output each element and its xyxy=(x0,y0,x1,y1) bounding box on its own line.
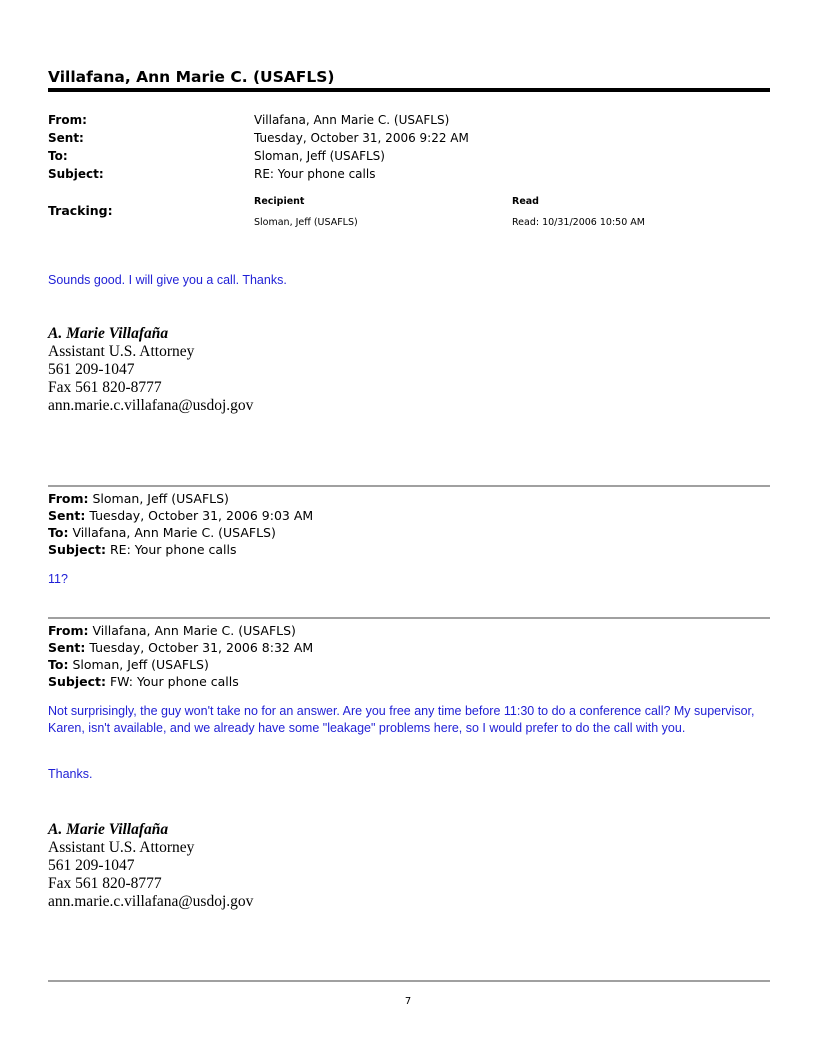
quoted-header xyxy=(48,622,313,690)
tracking-label: Tracking: xyxy=(48,203,113,218)
quoted-subject-value: RE: Your phone calls xyxy=(109,542,237,557)
quoted-header xyxy=(48,490,313,558)
to-label: To: xyxy=(48,149,68,163)
title-rule xyxy=(48,88,770,92)
signature-title: Assistant U.S. Attorney xyxy=(48,839,195,856)
signature-fax: Fax 561 820-8777 xyxy=(48,875,162,892)
from-label: From: xyxy=(48,113,87,127)
quoted-sent-value: Tuesday, October 31, 2006 8:32 AM xyxy=(89,640,314,655)
subject-value: RE: Your phone calls xyxy=(254,167,376,181)
signature-phone: 561 209-1047 xyxy=(48,361,135,378)
signature-block xyxy=(48,821,253,911)
quoted-from-value: Villafana, Ann Marie C. (USAFLS) xyxy=(92,623,296,638)
message-divider xyxy=(48,485,770,487)
subject-label: Subject: xyxy=(48,167,104,181)
signature-block xyxy=(48,325,253,415)
quoted-to-label: To: xyxy=(48,525,69,540)
tracking-recipient-value: Sloman, Jeff (USAFLS) xyxy=(254,217,358,228)
signature-email: ann.marie.c.villafana@usdoj.gov xyxy=(48,397,254,414)
message-divider xyxy=(48,617,770,619)
sent-value: Tuesday, October 31, 2006 9:22 AM xyxy=(254,131,469,145)
quoted-to-value: Villafana, Ann Marie C. (USAFLS) xyxy=(72,525,276,540)
tracking-read-value: Read: 10/31/2006 10:50 AM xyxy=(512,217,645,228)
quoted-sent-label: Sent: xyxy=(48,508,86,523)
quoted-to-label: To: xyxy=(48,657,69,672)
quoted-thanks: Thanks. xyxy=(48,767,93,781)
signature-fax: Fax 561 820-8777 xyxy=(48,379,162,396)
quoted-from-value: Sloman, Jeff (USAFLS) xyxy=(92,491,229,506)
signature-email: ann.marie.c.villafana@usdoj.gov xyxy=(48,893,254,910)
quoted-from-label: From: xyxy=(48,623,89,638)
message-body: Sounds good. I will give you a call. Thanks. xyxy=(48,273,287,287)
footer-rule xyxy=(48,980,770,982)
quoted-subject-value: FW: Your phone calls xyxy=(109,674,239,689)
page-number: 7 xyxy=(404,996,412,1007)
signature-title: Assistant U.S. Attorney xyxy=(48,343,195,360)
sent-label: Sent: xyxy=(48,131,84,145)
to-value: Sloman, Jeff (USAFLS) xyxy=(254,149,385,163)
quoted-subject-label: Subject: xyxy=(48,542,106,557)
signature-phone: 561 209-1047 xyxy=(48,857,135,874)
quoted-sent-label: Sent: xyxy=(48,640,86,655)
quoted-to-value: Sloman, Jeff (USAFLS) xyxy=(72,657,209,672)
quoted-from-label: From: xyxy=(48,491,89,506)
quoted-body: 11? xyxy=(48,572,68,586)
tracking-read-header: Read xyxy=(512,196,539,207)
signature-name: A. Marie Villafaña xyxy=(48,821,169,838)
from-value: Villafana, Ann Marie C. (USAFLS) xyxy=(254,113,450,127)
signature-name: A. Marie Villafaña xyxy=(48,325,169,342)
quoted-body: Not surprisingly, the guy won't take no for an answer. Are you free any time before 11:30 to do a conference call? My supervisor, Karen, isn't available, and we already have some "leakage" problems here, so I would prefer to do the call with you. xyxy=(48,704,755,735)
email-title: Villafana, Ann Marie C. (USAFLS) xyxy=(48,68,335,86)
quoted-sent-value: Tuesday, October 31, 2006 9:03 AM xyxy=(89,508,314,523)
quoted-subject-label: Subject: xyxy=(48,674,106,689)
tracking-recipient-header: Recipient xyxy=(254,196,305,207)
